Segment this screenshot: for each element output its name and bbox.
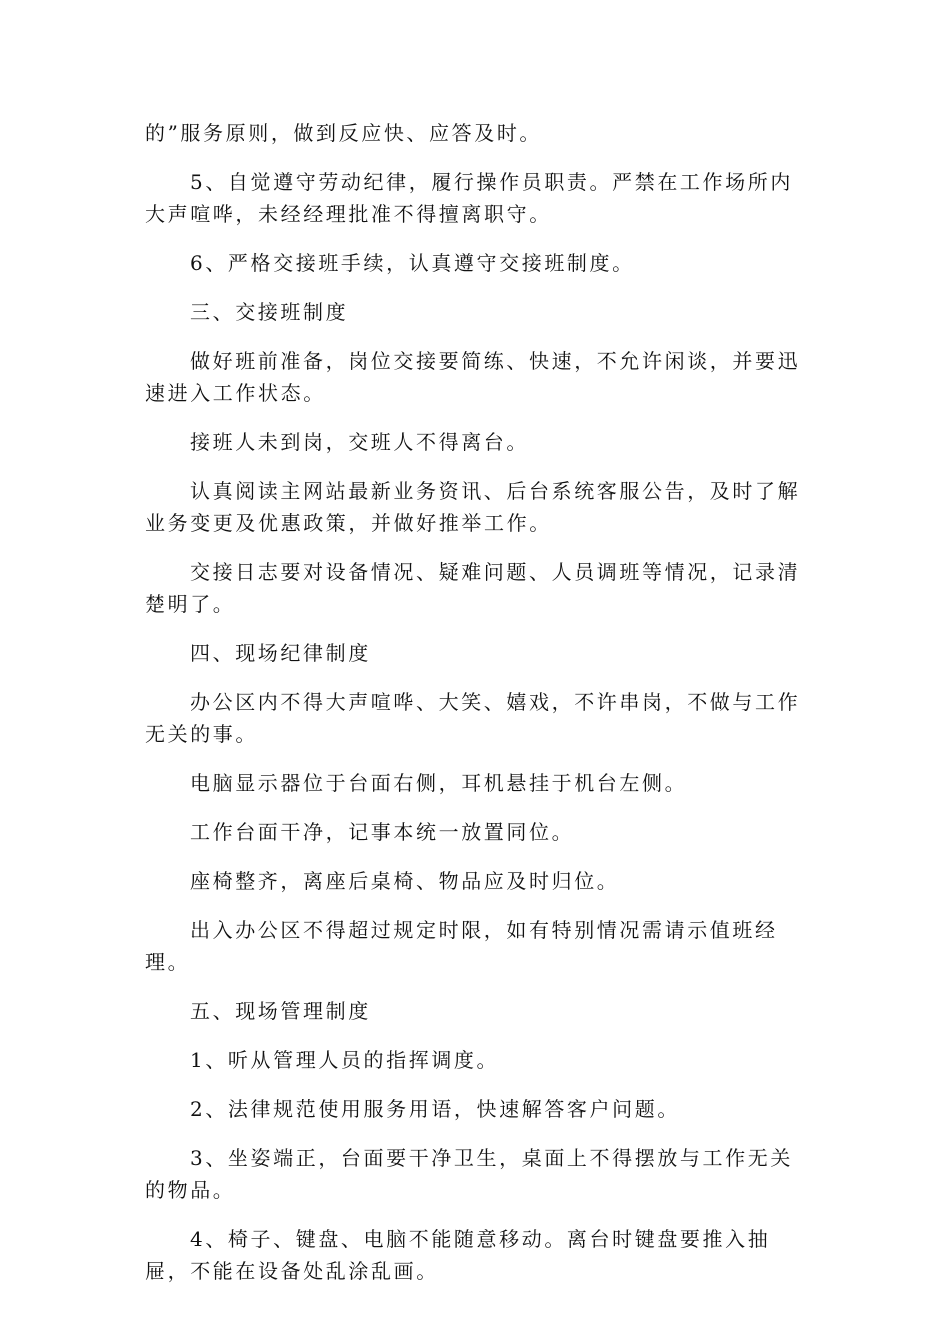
paragraph-discipline-desk: 工作台面干净，记事本统一放置同位。 — [190, 820, 575, 844]
paragraph-item-5: 5、自觉遵守劳动纪律，履行操作员职责。严禁在工作场所内大声喧哗，未经经理批准不得擅离职守。 — [145, 170, 793, 226]
paragraph-handover-prep: 做好班前准备，岗位交接要简练、快速，不允许闲谈，并要迅速进入工作状态。 — [145, 349, 801, 405]
paragraph-handover-log: 交接日志要对设备情况、疑难问题、人员调班等情况，记录清楚明了。 — [145, 560, 801, 616]
paragraph-discipline-noise: 办公区内不得大声喧哗、大笑、嬉戏，不许串岗，不做与工作无关的事。 — [145, 690, 801, 746]
paragraph-management-1: 1、听从管理人员的指挥调度。 — [190, 1048, 500, 1072]
paragraph-handover-arrival: 接班人未到岗，交班人不得离台。 — [190, 430, 529, 454]
paragraph-handover-reading: 认真阅读主网站最新业务资讯、后台系统客服公告，及时了解业务变更及优惠政策，并做好推举工作。 — [145, 479, 801, 535]
paragraph-discipline-monitor: 电脑显示器位于台面右侧，耳机悬挂于机台左侧。 — [190, 771, 688, 795]
paragraph-continuation: 的”服务原则，做到反应快、应答及时。 — [145, 121, 543, 145]
paragraph-management-4: 4、椅子、键盘、电脑不能随意移动。离台时键盘要推入抽屉，不能在设备处乱涂乱画。 — [145, 1227, 771, 1283]
paragraph-item-6: 6、严格交接班手续，认真遵守交接班制度。 — [190, 251, 635, 275]
section-heading-management: 五、现场管理制度 — [190, 999, 371, 1023]
paragraph-discipline-chair: 座椅整齐，离座后桌椅、物品应及时归位。 — [190, 869, 620, 893]
section-heading-handover: 三、交接班制度 — [190, 300, 349, 324]
document-body — [145, 117, 810, 1304]
paragraph-discipline-exit: 出入办公区不得超过规定时限，如有特别情况需请示值班经理。 — [145, 918, 778, 974]
section-heading-discipline: 四、现场纪律制度 — [190, 641, 371, 665]
paragraph-management-2: 2、法律规范使用服务用语，快速解答客户问题。 — [190, 1097, 680, 1121]
paragraph-management-3: 3、坐姿端正，台面要干净卫生，桌面上不得摆放与工作无关的物品。 — [145, 1146, 793, 1202]
